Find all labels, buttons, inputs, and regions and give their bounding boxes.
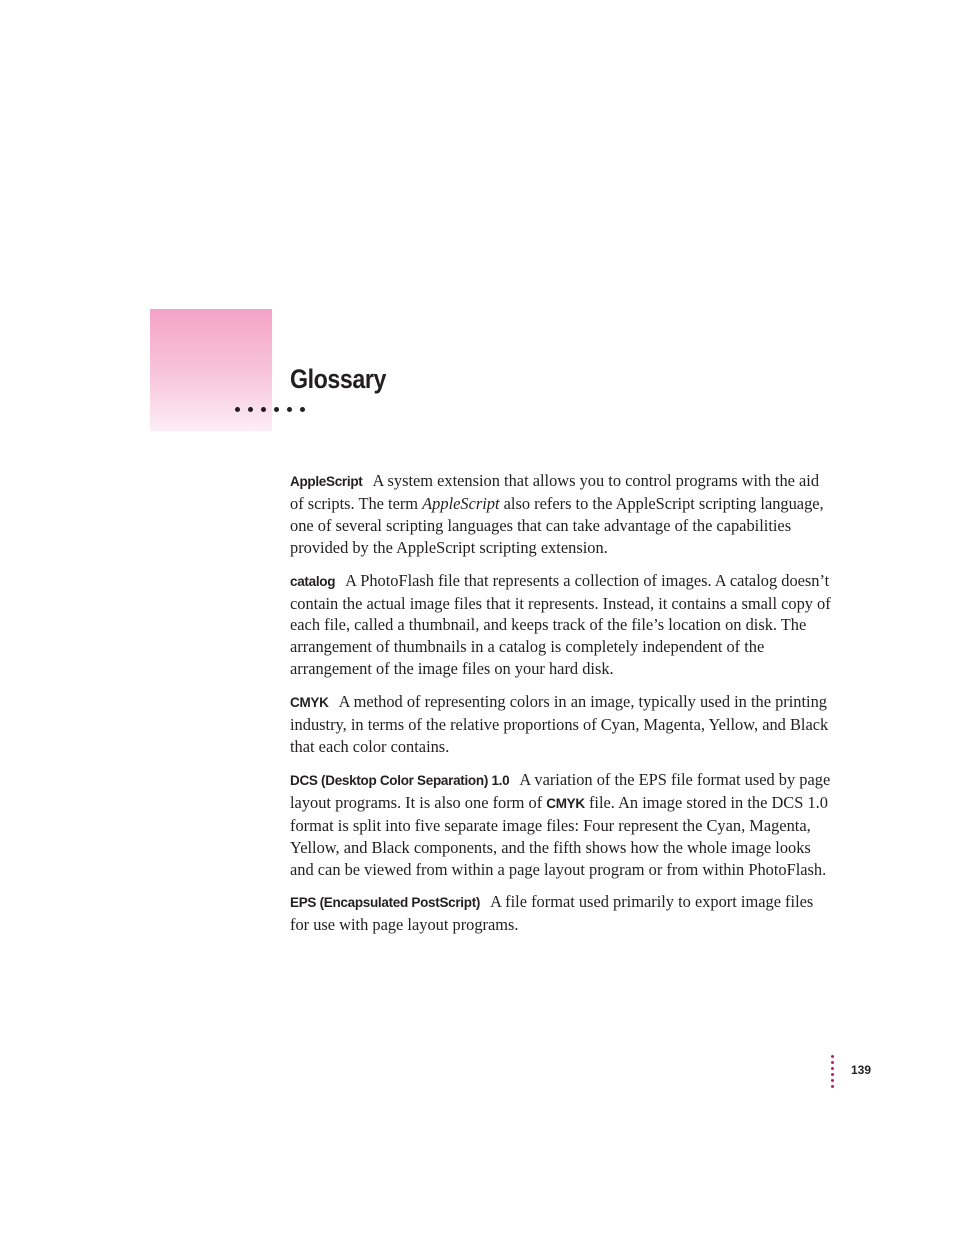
chapter-color-block (150, 309, 272, 431)
glossary-term: CMYK (290, 695, 329, 711)
definition-text: A file format used primarily to export image files for use with page layout programs. (290, 892, 814, 935)
page-number: 139 (851, 1063, 872, 1077)
glossary-entry-cmyk (290, 691, 835, 758)
definition-italic: AppleScript (422, 493, 500, 513)
leader-dot (831, 1055, 834, 1058)
glossary-term: catalog (290, 573, 336, 589)
leader-dot (274, 407, 279, 412)
definition-text: A variation of the EPS file format used by page layout programs. It is also one form of (290, 769, 831, 812)
leader-dot (831, 1085, 834, 1088)
glossary-term: DCS (Desktop Color Separation) 1.0 (290, 772, 510, 788)
glossary-term: EPS (Encapsulated PostScript) (290, 895, 481, 911)
definition-text: A system extension that allows you to control programs with the aid of scripts. The term (290, 471, 820, 513)
leader-dot (248, 407, 253, 412)
leader-dot (831, 1079, 834, 1082)
definition-text: file. An image stored in the DCS 1.0 format is split into five separate image files: Four represent the Cyan, Magenta, Yellow, and Black components, and the fifth shows how the whole image looks and can be viewed from within a page layout program or from within PhotoFlash. (290, 792, 828, 879)
glossary-entry-applescript (290, 470, 835, 559)
glossary-entries (290, 470, 835, 947)
leader-dot (831, 1061, 834, 1064)
glossary-entry-catalog (290, 570, 835, 681)
glossary-entry-dcs (290, 769, 835, 881)
title-dot-leader (235, 407, 305, 412)
glossary-entry-eps (290, 891, 835, 936)
leader-dot (831, 1073, 834, 1076)
chapter-title: Glossary (290, 364, 386, 394)
leader-dot (287, 407, 292, 412)
definition-text: A method of representing colors in an image, typically used in the printing industry, in terms of the relative proportions of Cyan, Magenta, Yellow, and Black that each color contains. (290, 692, 829, 756)
leader-dot (261, 407, 266, 412)
glossary-term: AppleScript (290, 474, 363, 489)
leader-dot (831, 1067, 834, 1070)
definition-text: also refers to the AppleScript scripting language, one of several scripting languages that can take advantage of the capabilities provided by the AppleScript scripting extension. (290, 493, 824, 557)
definition-inline-term: CMYK (546, 795, 585, 811)
definition-text: A PhotoFlash file that represents a collection of images. A catalog doesn’t contain the actual image files that it represents. Instead, it contains a small copy of each file, called a thumbnail, and keeps track of the file’s location on disk. The arrangement of thumbnails in a catalog is completely independent of the arrangement of the image files on your hard disk. (290, 570, 831, 679)
page-number-dot-leader (831, 1055, 834, 1088)
leader-dot (300, 407, 305, 412)
leader-dot (235, 407, 240, 412)
